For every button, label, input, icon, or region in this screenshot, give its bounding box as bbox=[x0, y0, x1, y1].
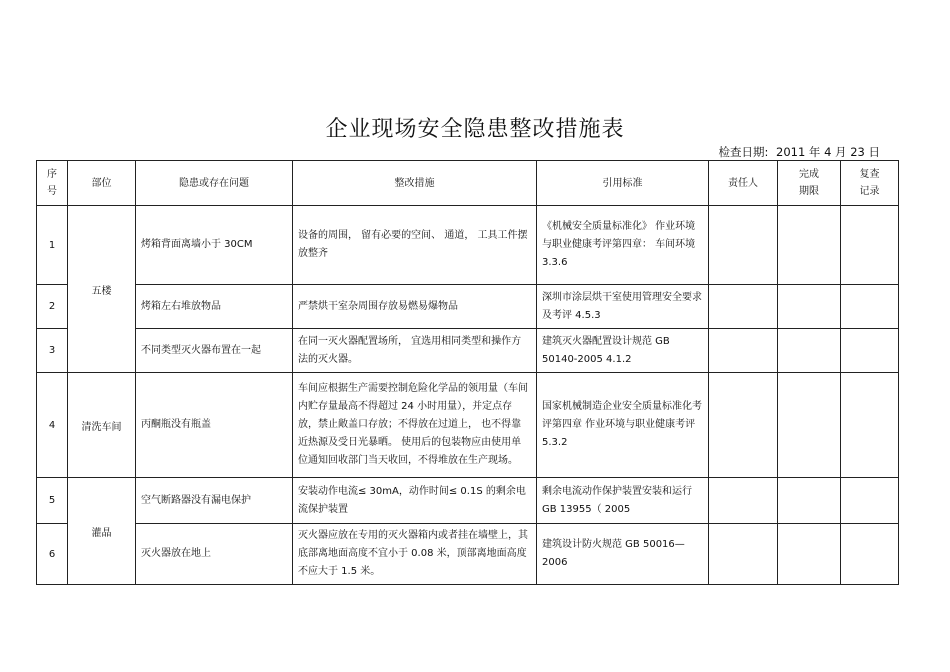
header-seq: 序 号 bbox=[37, 161, 68, 206]
row-measures: 灭火器应放在专用的灭火器箱内或者挂在墙壁上，其底部离地面高度不宜小于 0.08 米，顶部离地面高度不应大于 1.5 米。 bbox=[293, 524, 537, 585]
row-review bbox=[841, 373, 899, 478]
row-deadline bbox=[778, 285, 841, 329]
row-measures: 车间应根据生产需要控制危险化学品的领用量（车间内贮存量最高不得超过 24 小时用量），并定点存放，禁止敞盖口存放；不得放在过道上， 也不得靠近热源及受日光暴晒。 使用后的包装物应由使用单位通知回收部门当天收回，不得堆放在生产现场。 bbox=[293, 373, 537, 478]
row-responsible bbox=[709, 478, 778, 524]
row-seq: 5 bbox=[37, 478, 68, 524]
row-seq: 2 bbox=[37, 285, 68, 329]
row-standard: 建筑设计防火规范 GB 50016—2006 bbox=[537, 524, 709, 585]
row-deadline bbox=[778, 524, 841, 585]
row-hazard: 烤箱左右堆放物品 bbox=[136, 285, 293, 329]
row-deadline bbox=[778, 329, 841, 373]
row-seq: 3 bbox=[37, 329, 68, 373]
row-measures: 在同一灭火器配置场所， 宜选用相同类型和操作方法的灭火器。 bbox=[293, 329, 537, 373]
table-row bbox=[37, 329, 899, 373]
row-standard: 《机械安全质量标准化》 作业环境与职业健康考评第四章： 车间环境 3.3.6 bbox=[537, 206, 709, 285]
inspection-date-line bbox=[714, 144, 880, 160]
row-standard: 剩余电流动作保护装置安装和运行 GB 13955（ 2005 bbox=[537, 478, 709, 524]
row-measures: 安装动作电流≤ 30mA，动作时间≤ 0.1S 的剩余电流保护装置 bbox=[293, 478, 537, 524]
row-seq: 1 bbox=[37, 206, 68, 285]
row-hazard: 灭火器放在地上 bbox=[136, 524, 293, 585]
row-hazard: 丙酮瓶没有瓶盖 bbox=[136, 373, 293, 478]
table-row bbox=[37, 373, 899, 478]
header-responsible: 责任人 bbox=[709, 161, 778, 206]
header-location: 部位 bbox=[68, 161, 136, 206]
row-responsible bbox=[709, 524, 778, 585]
table-row bbox=[37, 478, 899, 524]
row-hazard: 空气断路器没有漏电保护 bbox=[136, 478, 293, 524]
row-location: 灌晶 bbox=[68, 478, 136, 585]
table-row bbox=[37, 524, 899, 585]
row-responsible bbox=[709, 329, 778, 373]
row-seq: 6 bbox=[37, 524, 68, 585]
header-deadline: 完成 期限 bbox=[778, 161, 841, 206]
header-standard: 引用标准 bbox=[537, 161, 709, 206]
row-deadline bbox=[778, 478, 841, 524]
row-measures: 设备的周围， 留有必要的空间、 通道， 工具工件摆放整齐 bbox=[293, 206, 537, 285]
row-review bbox=[841, 285, 899, 329]
row-standard: 深圳市涂层烘干室使用管理安全要求及考评 4.5.3 bbox=[537, 285, 709, 329]
row-measures: 严禁烘干室杂周围存放易燃易爆物品 bbox=[293, 285, 537, 329]
row-review bbox=[841, 478, 899, 524]
row-location: 五楼 bbox=[68, 206, 136, 373]
table-row bbox=[37, 206, 899, 285]
row-hazard: 烤箱背面离墙小于 30CM bbox=[136, 206, 293, 285]
row-responsible bbox=[709, 373, 778, 478]
row-hazard: 不同类型灭火器布置在一起 bbox=[136, 329, 293, 373]
row-standard: 建筑灭火器配置设计规范 GB 50140-2005 4.1.2 bbox=[537, 329, 709, 373]
row-review bbox=[841, 329, 899, 373]
row-responsible bbox=[709, 206, 778, 285]
row-location: 清洗车间 bbox=[68, 373, 136, 478]
table-header-row bbox=[37, 161, 899, 206]
inspection-date-label: 检查日期: bbox=[718, 145, 769, 159]
header-measures: 整改措施 bbox=[293, 161, 537, 206]
row-review bbox=[841, 524, 899, 585]
inspection-date-value: 2011 年 4 月 23 日 bbox=[776, 145, 880, 159]
row-deadline bbox=[778, 373, 841, 478]
row-deadline bbox=[778, 206, 841, 285]
table-row bbox=[37, 285, 899, 329]
header-review: 复查 记录 bbox=[841, 161, 899, 206]
header-hazard: 隐患或存在问题 bbox=[136, 161, 293, 206]
row-review bbox=[841, 206, 899, 285]
row-responsible bbox=[709, 285, 778, 329]
row-seq: 4 bbox=[37, 373, 68, 478]
row-standard: 国家机械制造企业安全质量标准化考评第四章 作业环境与职业健康考评 5.3.2 bbox=[537, 373, 709, 478]
page-title: 企业现场安全隐患整改措施表 bbox=[325, 117, 625, 142]
hazard-rectification-table bbox=[36, 160, 899, 585]
